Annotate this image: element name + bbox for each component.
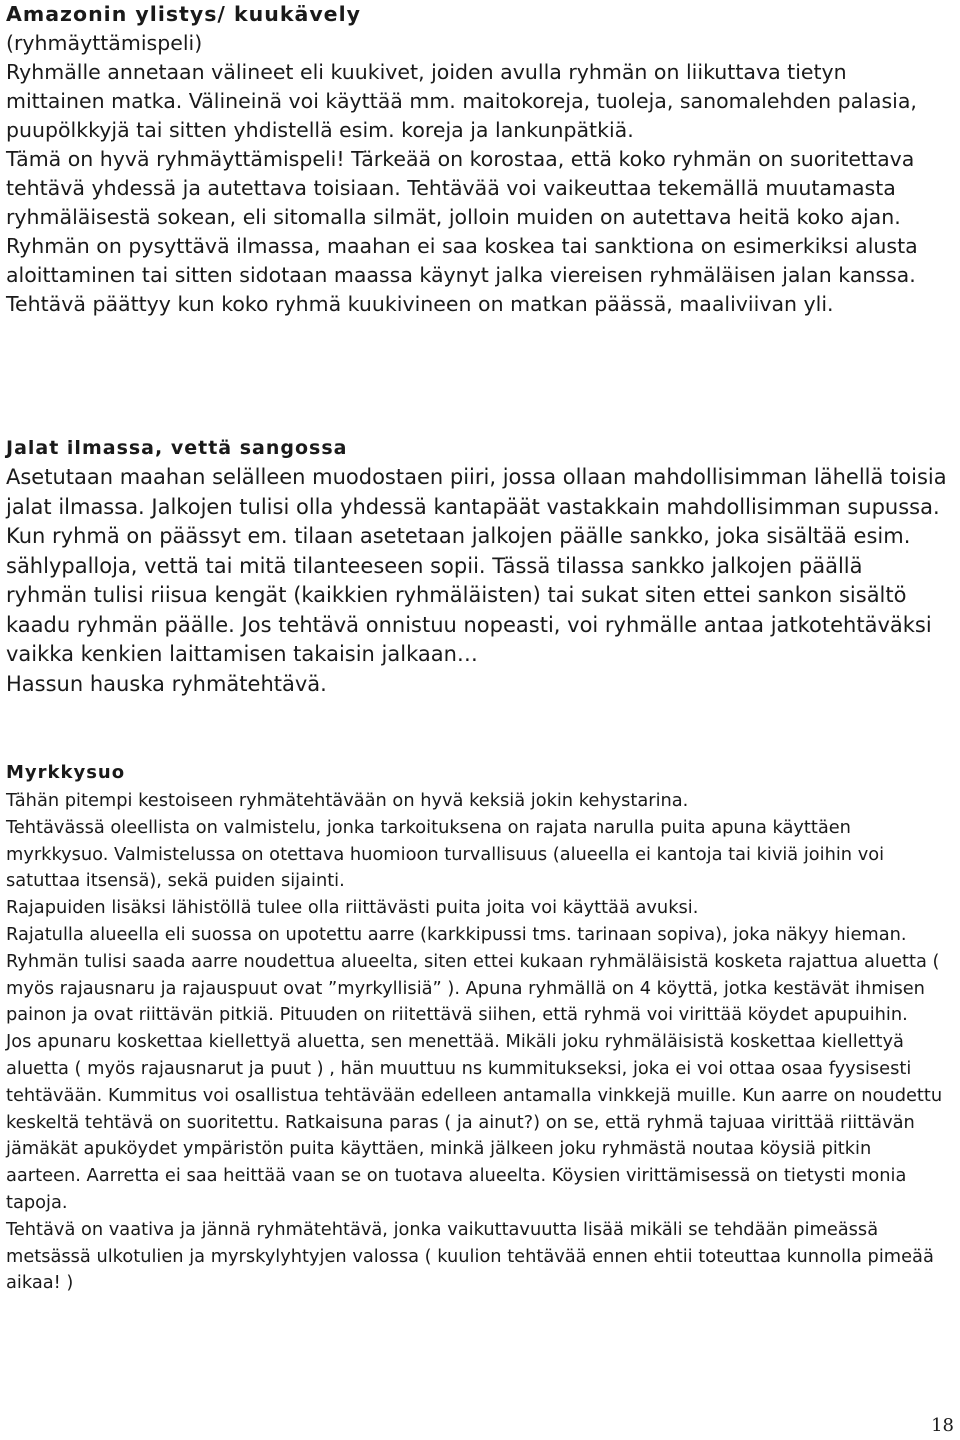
paragraph: Tehtävä päättyy kun koko ryhmä kuukivineen on matkan päässä, maaliviivan yli.	[6, 292, 834, 316]
section-heading: Amazonin ylistys/ kuukävely	[6, 2, 361, 26]
section-myrkkysuo	[6, 758, 950, 1297]
section-amazonin-ylistys	[6, 0, 950, 319]
paragraph: Jos apunaru koskettaa kiellettyä aluetta, sen menettää. Mikäli joku ryhmäläisistä koskettaa kiellettyä aluetta ( myös rajausnarut ja puut ) , hän muuttuu ns kummitukseksi, joka ei voi ottaa osaa fyysisesti tehtävään. Kummitus voi osallistua tehtävään edelleen antamalla vinkkejä muille. Kun aarre on noudettu keskeltä tehtävä on suoritettu. Ratkaisuna paras ( ja ainut?) on se, että ryhmä tajuaa virittää riittävän jämäkät apuköydet ympäristön puita käyttäen, minkä jälkeen joku ryhmästä noutaa köysiä pitkin aarteen. Aarretta ei saa heittää vaan se on tuotava alueelta. Köysien virittämisessä on tietysti monia tapoja.	[6, 1031, 943, 1213]
paragraph: Hassun hauska ryhmätehtävä.	[6, 671, 327, 696]
paragraph: Rajatulla alueella eli suossa on upotettu aarre (karkkipussi tms. tarinaan sopiva), joka näkyy hieman. Ryhmän tulisi saada aarre noudettua alueelta, siten ettei kukaan ryhmäläisistä kosketa rajattua aluetta ( myös rajausnaru ja rajauspuut ovat ”myrkyllisiä” ). Apuna ryhmällä on 4 köyttä, jotka kestävät ihmisen painon ja ovat riittävän pitkiä. Pituuden on riitettävä siihen, että ryhmä voi virittää köydet apupuihin.	[6, 923, 940, 1026]
section-heading: Myrkkysuo	[6, 762, 126, 783]
paragraph: Tehtävä on vaativa ja jännä ryhmätehtävä, jonka vaikuttavuutta lisää mikäli se tehdään pimeässä metsässä ulkotulien ja myrskylyhtyjen valossa ( kuulion tehtävää ennen ehtii toteuttaa kunnolla pimeää aikaa! )	[6, 1218, 934, 1294]
paragraph: Tämä on hyvä ryhmäyttämispeli! Tärkeää on korostaa, että koko ryhmän on suoritettava tehtävä yhdessä ja autettava toisiaan. Tehtävää voi vaikeuttaa tekemällä muutamasta ryhmäläisestä sokean, eli sitomalla silmät, jolloin muiden on autettava heitä koko ajan. Ryhmän on pysyttävä ilmassa, maahan ei saa koskea tai sanktiona on esimerkiksi alusta aloittaminen tai sitten sidotaan maassa käynyt jalka viereisen ryhmäläisen jalan kanssa.	[6, 147, 918, 287]
paragraph: Tähän pitempi kestoiseen ryhmätehtävään on hyvä keksiä jokin kehystarina.	[6, 790, 689, 811]
paragraph: Ryhmälle annetaan välineet eli kuukivet, joiden avulla ryhmän on liikuttava tietyn mittainen matka. Välineinä voi käyttää mm. maitokoreja, tuoleja, sanomalehden palasia, puupölkkyjä tai sitten yhdistellä esim. koreja ja lankunpätkiä.	[6, 60, 917, 142]
paragraph: Rajapuiden lisäksi lähistöllä tulee olla riittävästi puita joita voi käyttää avuksi.	[6, 897, 699, 919]
paragraph: Asetutaan maahan selälleen muodostaen piiri, jossa ollaan mahdollisimman lähellä toisia jalat ilmassa. Jalkojen tulisi olla yhdessä kantapäät vastakkain mahdollisimman supussa. Kun ryhmä on päässyt em. tilaan asetetaan jalkojen päälle sankko, joka sisältää esim. sählypalloja, vettä tai mitä tilanteeseen sopii. Tässä tilassa sankko jalkojen päällä ryhmän tulisi riisua kengät (kaikkien ryhmäläisten) tai sukat siten ettei sankon sisältö kaadu ryhmän päälle. Jos tehtävä onnistuu nopeasti, voi ryhmälle antaa jatkotehtäväksi vaikka kenkien laittamisen takaisin jalkaan…	[6, 465, 947, 666]
page-number: 18	[931, 1415, 954, 1436]
paragraph: Tehtävässä oleellista on valmistelu, jonka tarkoituksena on rajata narulla puita apuna käyttäen myrkkysuo. Valmistelussa on otettava huomioon turvallisuus (alueella ei kantoja tai kiviä joihin voi satuttaa itsensä), sekä puiden sijainti.	[6, 816, 885, 892]
section-jalat-ilmassa	[6, 434, 950, 699]
section-subheading: (ryhmäyttämispeli)	[6, 31, 203, 55]
section-heading: Jalat ilmassa, vettä sangossa	[6, 437, 348, 459]
